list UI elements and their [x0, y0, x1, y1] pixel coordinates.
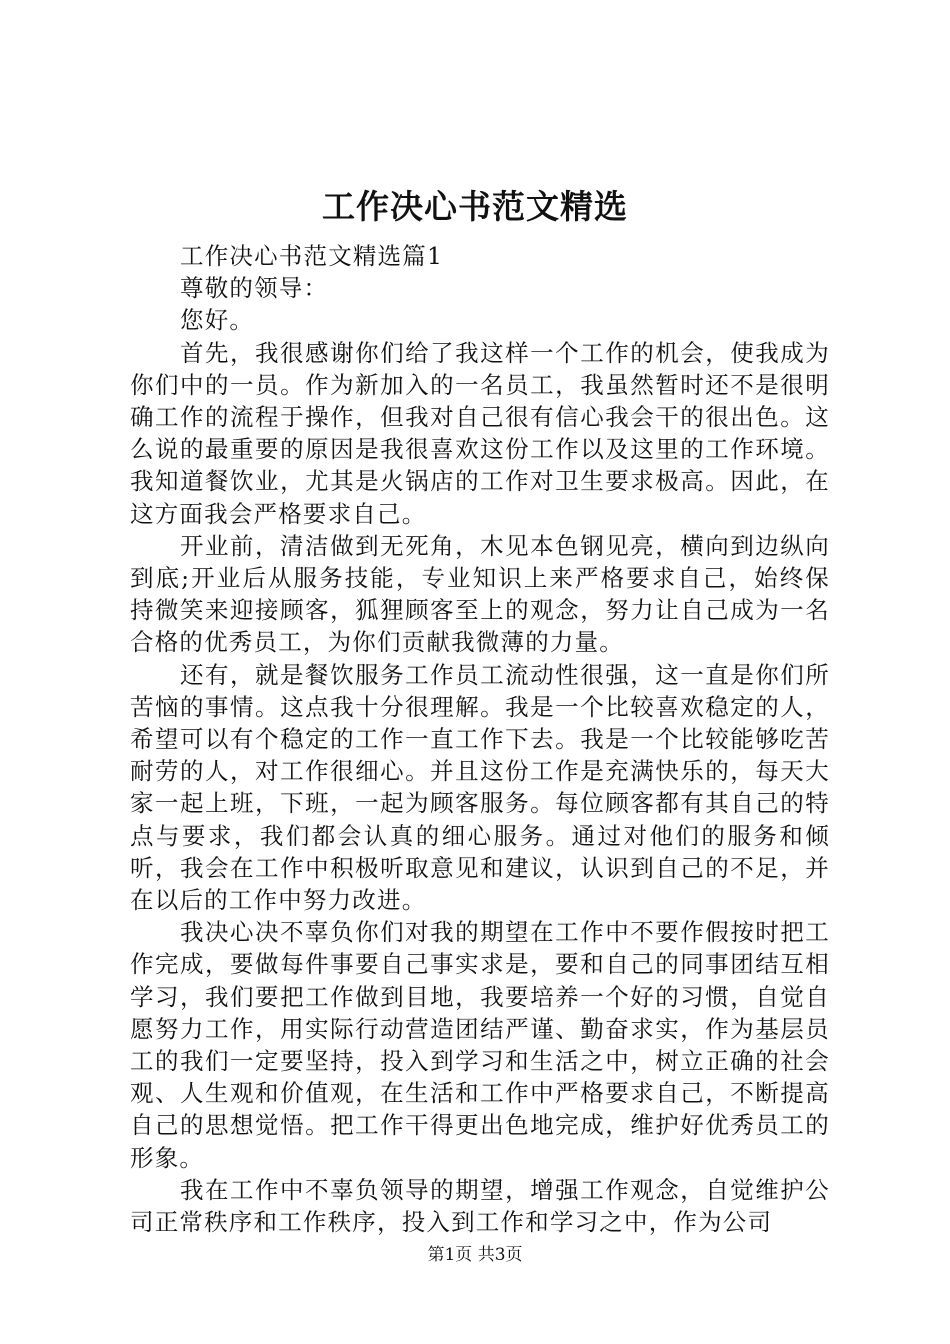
- body-paragraph: 还有，就是餐饮服务工作员工流动性很强，这一直是你们所苦恼的事情。这点我十分很理解。我是一个比较喜欢稳定的人，希望可以有个稳定的工作一直工作下去。我是一个比较能够吃苦耐劳的人，对工作很细心。并且这份工作是充满快乐的，每天大家一起上班，下班，一起为顾客服务。每位顾客都有其自己的特点与要求，我们都会认真的细心服务。通过对他们的服务和倾听，我会在工作中积极听取意见和建议，认识到自己的不足，并在以后的工作中努力改进。: [130, 660, 830, 915]
- page-footer: 第1页 共3页: [427, 1245, 523, 1265]
- body-paragraph: 我在工作中不辜负领导的期望，增强工作观念，自觉维护公司正常秩序和工作秩序，投入到工作和学习之中，作为公司: [130, 1175, 830, 1237]
- greeting: 您好。: [180, 306, 255, 335]
- body-paragraph: 首先，我很感谢你们给了我这样一个工作的机会，使我成为你们中的一员。作为新加入的一名员工，我虽然暂时还不是很明确工作的流程于操作，但我对自己很有信心我会干的很出色。这么说的最重要的原因是我很喜欢这份工作以及这里的工作环境。我知道餐饮业，尤其是火锅店的工作对卫生要求极高。因此，在这方面我会严格要求自己。: [130, 338, 830, 528]
- document-body: [130, 240, 830, 1238]
- body-paragraph: 我决心决不辜负你们对我的期望在工作中不要作假按时把工作完成，要做每件事要自己事实求是，要和自己的同事团结互相学习，我们要把工作做到目地，我要培养一个好的习惯，自觉自愿努力工作，用实际行动营造团结严谨、勤奋求实，作为基层员工的我们一定要坚持，投入到学习和生活之中，树立正确的社会观、人生观和价值观，在生活和工作中严格要求自己，不断提高自己的思想觉悟。把工作干得更出色地完成，维护好优秀员工的形象。: [130, 918, 830, 1172]
- body-paragraph: 开业前，清洁做到无死角，木见本色钢见亮，横向到边纵向到底;开业后从服务技能，专业知识上来严格要求自己，始终保持微笑来迎接顾客，狐狸顾客至上的观念，努力让自己成为一名合格的优秀员工，为你们贡献我微薄的力量。: [130, 531, 830, 657]
- salutation: 尊敬的领导：: [180, 274, 329, 303]
- section-heading: 工作决心书范文精选篇1: [180, 242, 444, 270]
- document-title: 工作决心书范文精选: [322, 187, 628, 226]
